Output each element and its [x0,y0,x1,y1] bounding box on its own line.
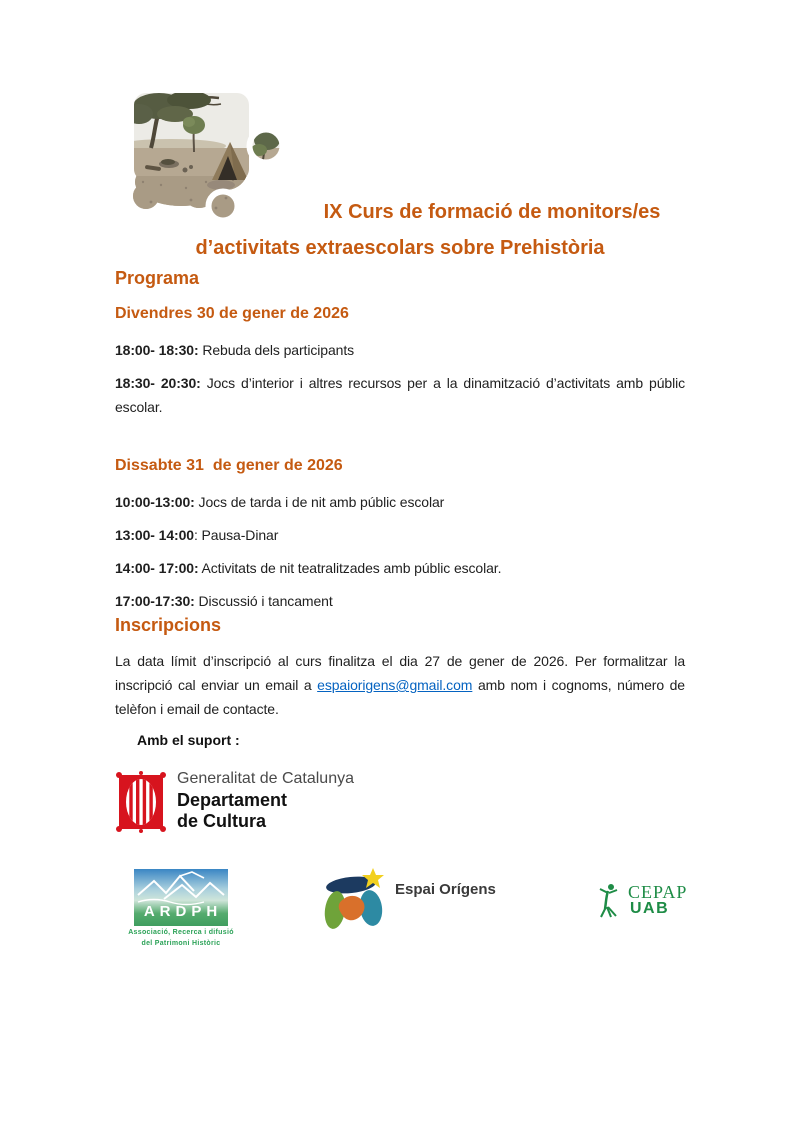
schedule-item [115,338,685,362]
site-photo-illustration [131,90,299,225]
day-heading-saturday: Dissabte 31 de gener de 2026 [115,457,343,474]
program-heading: Programa [115,268,200,288]
cepap-uab-logo [598,883,687,919]
ardph-subtitle-line1: Associació, Recerca i difusió [128,929,234,936]
cepap-figure-icon [598,883,624,919]
schedule-item [115,589,685,613]
prehistoric-site-photo [131,90,299,225]
inscriptions-heading: Inscripcions [115,615,222,635]
support-label: Amb el suport : [137,732,240,748]
espai-origens-logo [323,867,496,933]
inscriptions-text-after: amb nom i cognoms, número de telèfon i email de contacte. [115,677,685,717]
schedule-time: 13:00- 14:00 [115,527,194,543]
generalitat-line3: de Cultura [177,811,267,831]
page-title-line2: d’activitats extraescolars sobre Prehistòria [195,237,605,259]
espai-origens-label: Espai Orígens [395,881,496,898]
ardph-logo [125,869,237,948]
generalitat-line2: Departament [177,790,288,810]
generalitat-shield-icon [115,767,167,837]
schedule-time: 18:00- 18:30: [115,342,199,358]
ardph-acronym: ARDPH [143,903,223,920]
cepap-name: CEPAP [628,882,688,902]
schedule-item [115,371,685,419]
inscriptions-paragraph [115,649,685,721]
schedule-item [115,523,685,547]
schedule-time: 18:30- 20:30: [115,375,201,391]
schedule-item [115,490,685,514]
generalitat-line1: Generalitat de Catalunya [177,770,354,787]
partner-logos-row [115,867,688,959]
cepap-text [628,883,687,917]
schedule-desc: Rebuda dels participants [198,342,355,358]
schedule-desc: : Pausa-Dinar [193,527,279,543]
schedule-desc: Jocs d’interior i altres recursos per a la dinamització d’activitats amb públic escolar. [115,375,685,415]
generalitat-logo [115,767,685,837]
email-link[interactable]: espaiorigens@gmail.com [317,677,473,693]
schedule-desc: Activitats de nit teatralitzades amb públic escolar. [198,560,502,576]
schedule-desc: Discussió i tancament [194,593,333,609]
generalitat-text [177,767,354,832]
schedule-time: 14:00- 17:00: [115,560,199,576]
ardph-subtitle-line2: del Patrimoni Històric [141,940,221,947]
inscriptions-text-before: La data límit d’inscripció al curs finalitza el dia 27 de gener de 2026. Per formalitzar la inscripció cal enviar un email a [115,653,685,693]
page-title-line1: IX Curs de formació de monitors/es [323,201,661,223]
schedule-time: 17:00-17:30: [115,593,195,609]
espai-origens-logo-icon [323,867,387,933]
schedule-time: 10:00-13:00: [115,494,195,510]
schedule-item [115,556,685,580]
schedule-desc: Jocs de tarda i de nit amb públic escolar [194,494,445,510]
day-heading-friday: Divendres 30 de gener de 2026 [115,305,349,322]
ardph-logo-icon [134,869,228,926]
cepap-uab-label: UAB [630,900,670,917]
